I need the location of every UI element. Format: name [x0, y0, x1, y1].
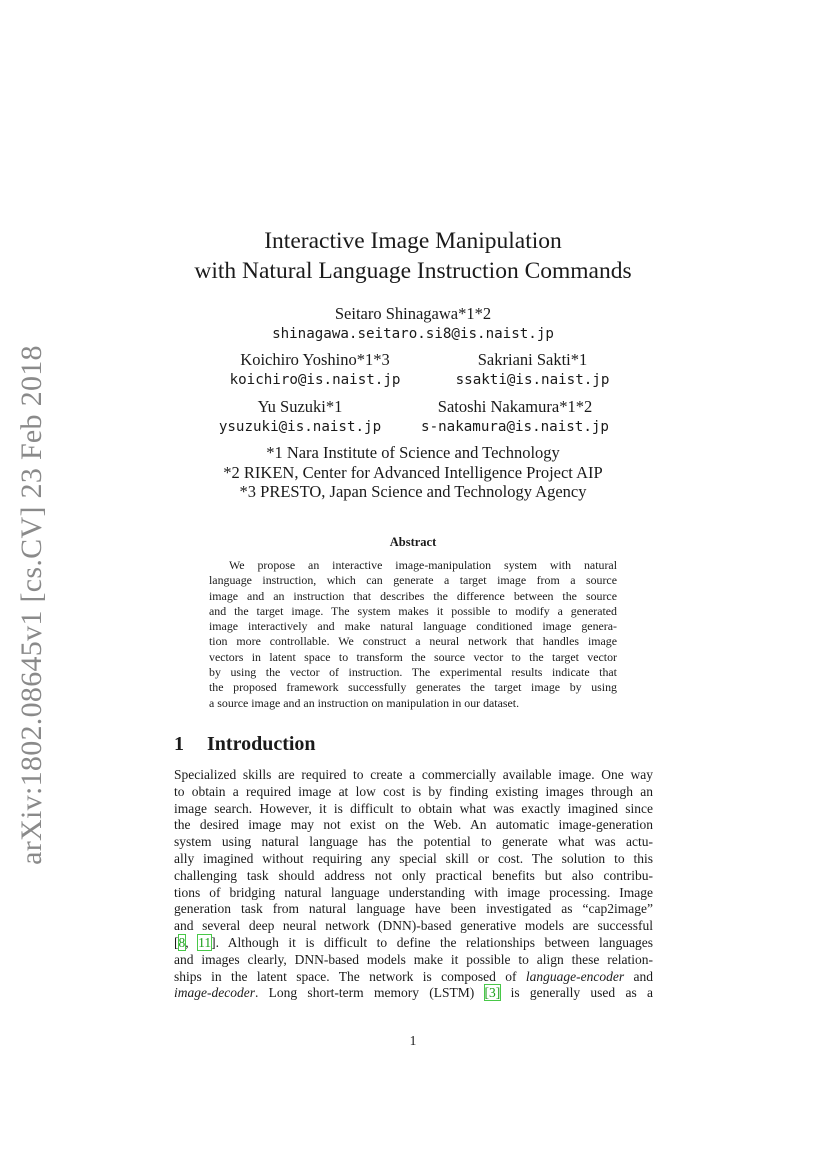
arxiv-watermark: [10, 345, 54, 865]
author-name: Satoshi Nakamura*1*2: [437, 397, 593, 416]
emphasis-language-encoder: language-encoder: [525, 968, 625, 984]
body-line: image search. However, it is difficult to obtain what was exactly imagined since: [174, 800, 653, 816]
author-sakti: [420, 349, 645, 391]
body-line: Specialized skills are required to create a commercially available image. One way: [174, 767, 653, 782]
page-number: 1: [409, 1033, 417, 1048]
author-name: Koichiro Yoshino*1*3: [240, 350, 390, 369]
author-shinagawa: [150, 303, 676, 345]
abstract-heading: Abstract: [389, 535, 437, 549]
body-line: [174, 969, 653, 986]
body-line: the desired image may not exist on the Web. An automatic image-generation: [174, 817, 653, 833]
citation-link-8[interactable]: 8: [178, 934, 186, 950]
citation-link-3[interactable]: [3]: [484, 985, 501, 1001]
body-line: and images clearly, DNN-based models make it possible to align these relation-: [174, 951, 653, 967]
emphasis-image-decoder: image-decoder: [174, 985, 255, 1001]
author-nakamura: [400, 396, 630, 438]
citation-number: 3: [489, 985, 496, 1001]
author-email: ysuzuki@is.naist.jp: [218, 419, 382, 435]
body-line: [174, 985, 653, 1002]
body-line: tions of bridging natural language understanding with image processing. Image: [174, 884, 653, 900]
abstract-line: We propose an interactive image-manipulation system with natural: [229, 558, 617, 572]
abstract-line: the proposed framework successfully generates the target image by using: [209, 680, 617, 695]
abstract-line: image and an instruction that describes the difference between the source: [209, 588, 617, 603]
line-text: ]. Although it is difficult to define the relationships between languages: [211, 934, 653, 950]
abstract-body: [209, 558, 617, 711]
line-text: and: [624, 968, 654, 984]
abstract-line: image interactively and make natural language conditioned image genera-: [209, 619, 617, 634]
abstract-line: by using the vector of instruction. The experimental results indicate that: [209, 665, 617, 680]
body-line: [174, 935, 653, 952]
arxiv-identifier: arXiv:1802.08645v1 [cs.CV] 23 Feb 2018: [15, 345, 48, 865]
body-line: and several deep neural network (DNN)-based generative models are successful: [174, 918, 653, 934]
citation-separator: ,: [185, 934, 199, 950]
introduction-body: [174, 767, 653, 1002]
body-line: challenging task should address not only practical benefits but also contribu-: [174, 867, 653, 883]
title-line-1: Interactive Image Manipulation: [264, 228, 562, 254]
author-email: ssakti@is.naist.jp: [455, 372, 610, 388]
abstract-line: tion more controllable. We construct a neural network that handles image: [209, 634, 617, 649]
body-line: to obtain a required image at low cost is by finding existing images through an: [174, 783, 653, 799]
affiliation-1: *1 Nara Institute of Science and Technology: [266, 443, 560, 462]
body-line: generation task from natural language have been investigated as “cap2image”: [174, 901, 653, 917]
author-name: Sakriani Sakti*1: [477, 350, 588, 369]
body-line: system using natural language has the potential to generate what was actu-: [174, 834, 653, 850]
paper-title: [150, 226, 676, 286]
line-text: ships in the latent space. The network is composed of: [174, 968, 526, 984]
bracket-open: [: [174, 934, 179, 950]
section-heading-introduction: [174, 733, 474, 756]
line-text: . Long short-term memory (LSTM): [254, 985, 485, 1001]
author-name: Seitaro Shinagawa*1*2: [334, 304, 492, 323]
author-suzuki: [185, 396, 415, 438]
affiliation-2: *2 RIKEN, Center for Advanced Intelligence Project AIP: [223, 462, 603, 482]
author-email: s-nakamura@is.naist.jp: [421, 419, 609, 435]
title-line-2: with Natural Language Instruction Commands: [194, 258, 632, 284]
section-title: Introduction: [207, 733, 316, 755]
author-name: Yu Suzuki*1: [257, 397, 343, 416]
affiliations: [150, 443, 676, 502]
citation-link-11[interactable]: 11: [198, 934, 212, 950]
affiliation-3: *3 PRESTO, Japan Science and Technology Agency: [239, 482, 587, 501]
author-yoshino: [200, 349, 430, 391]
section-number: 1: [174, 733, 184, 755]
author-email: shinagawa.seitaro.si8@is.naist.jp: [272, 326, 554, 342]
abstract-line: vectors in latent space to transform the source vector to the target vector: [209, 649, 617, 664]
abstract-line: a source image and an instruction on manipulation in our dataset.: [209, 695, 520, 710]
abstract-line: language instruction, which can generate a target image from a source: [209, 573, 617, 588]
author-email: koichiro@is.naist.jp: [229, 372, 401, 388]
abstract-line: and the target image. The system makes it possible to modify a generated: [209, 603, 617, 618]
body-line: ally imagined without requiring any special skill or cost. The solution to this: [174, 850, 653, 866]
line-text: is generally used as a: [500, 985, 653, 1001]
